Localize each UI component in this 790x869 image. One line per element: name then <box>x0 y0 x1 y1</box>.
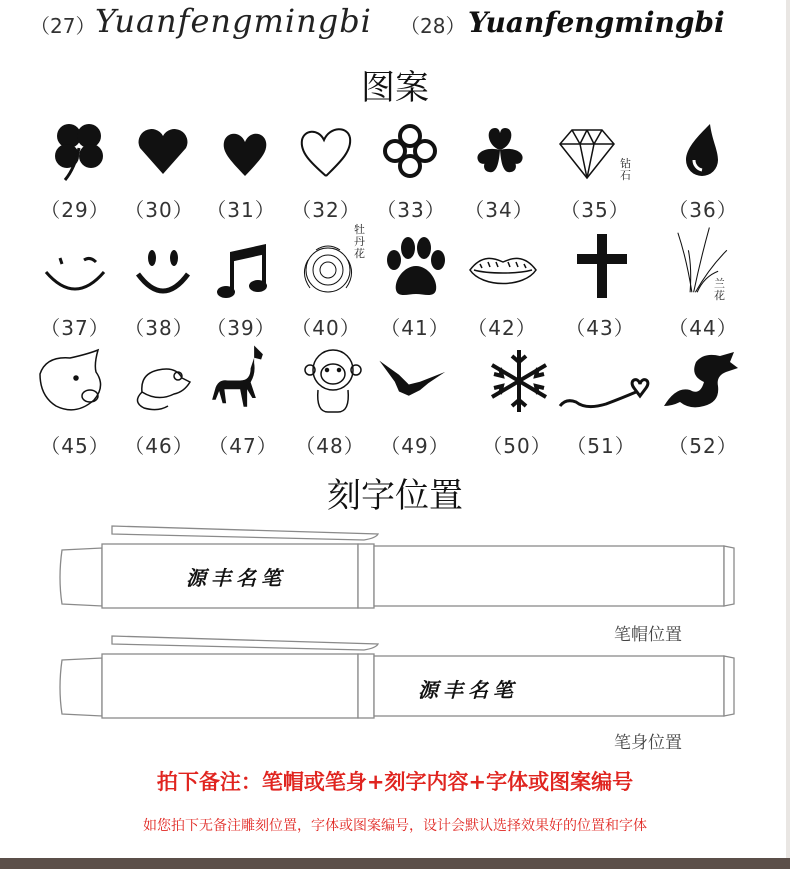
font-sample-27: Yuanfengmingbi <box>95 2 372 40</box>
diamond-icon <box>552 116 622 186</box>
dragon-icon <box>660 346 740 416</box>
pattern-number: （52） <box>668 434 738 458</box>
drop-icon <box>668 116 738 186</box>
font-number-27: （27） <box>30 14 96 38</box>
font-number-28: （28） <box>400 14 466 38</box>
pattern-section-title: 图案 <box>361 68 429 108</box>
lips-icon <box>468 236 538 306</box>
pen-body-position-illustration <box>58 630 738 722</box>
pattern-number: （50） <box>482 434 552 458</box>
pattern-number: （31） <box>206 198 276 222</box>
page-edge <box>786 0 790 858</box>
swirl-heart-icon <box>556 360 652 430</box>
heart-outline-icon <box>292 116 362 186</box>
pen-cap-engraving: 源丰名笔 <box>186 566 286 590</box>
pen-body-label: 笔身位置 <box>614 733 682 753</box>
eagle-icon <box>378 346 448 416</box>
pattern-number: （51） <box>566 434 636 458</box>
cross-icon <box>567 232 637 302</box>
pattern-number: （49） <box>380 434 450 458</box>
pen-body-engraving: 源丰名笔 <box>418 678 518 702</box>
pattern-number: （40） <box>291 316 361 340</box>
pattern-number: （39） <box>206 316 276 340</box>
horse-icon <box>206 342 276 412</box>
smile-icon <box>128 236 198 306</box>
pattern-number: （47） <box>208 434 278 458</box>
heart-icon <box>128 116 198 186</box>
pattern-number: （38） <box>124 316 194 340</box>
pattern-number: （32） <box>291 198 361 222</box>
orchid-icon <box>670 224 740 294</box>
rat-icon <box>128 352 198 422</box>
engrave-section-title: 刻字位置 <box>327 476 463 516</box>
pattern-number: （43） <box>565 316 635 340</box>
pattern-number: （42） <box>467 316 537 340</box>
orchid-caption: 兰花 <box>714 277 725 302</box>
pattern-number: （35） <box>560 198 630 222</box>
heart-icon <box>210 116 280 186</box>
bottom-bar <box>0 858 790 869</box>
pen-cap-position-illustration <box>58 520 738 612</box>
paw-icon <box>380 234 450 304</box>
pattern-number: （46） <box>124 434 194 458</box>
peony-caption: 牡丹花 <box>354 223 365 260</box>
pattern-number: （37） <box>40 316 110 340</box>
pig-icon <box>36 346 106 416</box>
knot-clover-icon <box>375 116 445 186</box>
pattern-number: （34） <box>464 198 534 222</box>
pen-cap-label: 笔帽位置 <box>614 625 682 645</box>
pattern-number: （48） <box>295 434 365 458</box>
wink-smile-icon <box>40 236 110 306</box>
order-note-main: 拍下备注：笔帽或笔身+刻字内容+字体或图案编号 <box>156 770 634 794</box>
monkey-icon <box>298 346 368 416</box>
clover-icon <box>465 116 535 186</box>
music-note-icon <box>210 236 280 306</box>
pattern-number: （41） <box>380 316 450 340</box>
order-note-sub: 如您拍下无备注雕刻位置，字体或图案编号，设计会默认选择效果好的位置和字体 <box>143 818 647 834</box>
pattern-number: （29） <box>40 198 110 222</box>
pattern-number: （45） <box>40 434 110 458</box>
four-leaf-clover-icon <box>45 116 115 186</box>
snowflake-icon <box>484 346 554 416</box>
font-sample-28: Yuanfengmingbi <box>468 6 725 39</box>
pattern-number: （44） <box>668 316 738 340</box>
pattern-number: （30） <box>124 198 194 222</box>
pattern-number: （33） <box>376 198 446 222</box>
diamond-caption: 钻石 <box>620 157 631 182</box>
pattern-number: （36） <box>668 198 738 222</box>
